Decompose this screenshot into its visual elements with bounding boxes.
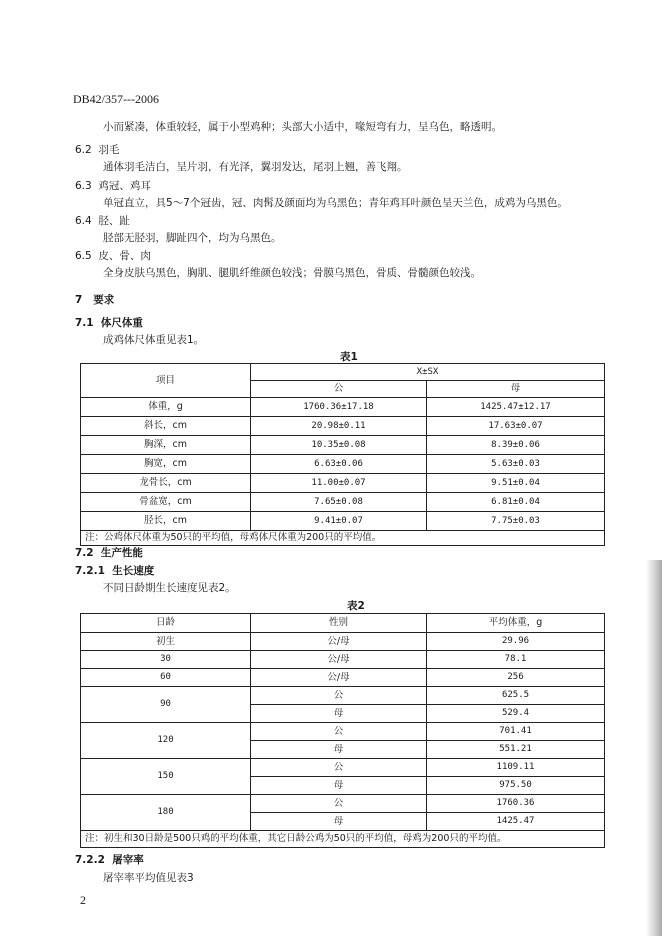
section-title: 体尺体重 bbox=[100, 317, 143, 329]
table2-header-sex: 性别 bbox=[251, 614, 427, 633]
table2-weight-cell: 701.41 bbox=[427, 723, 605, 741]
table2-age-cell: 180 bbox=[81, 795, 251, 831]
table1-male-cell: 7.65±0.08 bbox=[251, 493, 427, 512]
table2-sex-cell: 公/母 bbox=[251, 633, 427, 651]
table2-weight-cell: 529.4 bbox=[427, 705, 605, 723]
table-row bbox=[81, 512, 605, 531]
table-row bbox=[81, 651, 605, 669]
table-row bbox=[81, 669, 605, 687]
section-title: 生长速度 bbox=[112, 565, 155, 577]
section-7-2-2-heading bbox=[75, 852, 144, 867]
table1-header-item: 项目 bbox=[81, 364, 251, 398]
table-row bbox=[81, 723, 605, 741]
table-row bbox=[81, 759, 605, 777]
table1-male-cell: 11.00±0.07 bbox=[251, 474, 427, 493]
table1-female-cell: 9.51±0.04 bbox=[427, 474, 605, 493]
table2-age-cell: 150 bbox=[81, 759, 251, 795]
table1-item-cell: 胸宽，cm bbox=[81, 455, 251, 474]
scan-edge-shadow bbox=[646, 560, 662, 936]
table2-weight-cell: 256 bbox=[427, 669, 605, 687]
section-7-2-1-heading bbox=[75, 563, 154, 578]
section-title: 要求 bbox=[93, 294, 115, 306]
section-title: 屠宰率 bbox=[112, 854, 144, 866]
table1-female-cell: 17.63±0.07 bbox=[427, 417, 605, 436]
table1 bbox=[80, 363, 605, 546]
section-number: 7 bbox=[75, 294, 83, 306]
table1-item-cell: 胫长，cm bbox=[81, 512, 251, 531]
section-7-2-1-body: 不同日龄期生长速度见表2。 bbox=[103, 582, 236, 594]
table-row bbox=[81, 493, 605, 512]
table1-male-cell: 9.41±0.07 bbox=[251, 512, 427, 531]
table1-header-group: X±SX bbox=[251, 364, 605, 381]
section-number: 7.1 bbox=[75, 317, 94, 329]
table2-weight-cell: 1760.36 bbox=[427, 795, 605, 813]
doc-id: DB42/357---2006 bbox=[73, 92, 159, 106]
table1-female-cell: 5.63±0.03 bbox=[427, 455, 605, 474]
table2-sex-cell: 公 bbox=[251, 723, 427, 741]
section-6-2-body: 通体羽毛洁白，呈片羽，有光泽，翼羽发达，尾羽上翘，善飞翔。 bbox=[103, 161, 408, 173]
table-row bbox=[81, 795, 605, 813]
table2-weight-cell: 29.96 bbox=[427, 633, 605, 651]
table-row bbox=[81, 417, 605, 436]
section-6-3-body: 单冠直立，具5～7个冠齿，冠、肉髯及颜面均为乌黑色；青年鸡耳叶颜色呈天兰色，成鸡为乌黑色。 bbox=[103, 197, 568, 209]
section-number: 6.4 bbox=[75, 215, 92, 227]
section-number: 7.2.2 bbox=[75, 854, 105, 866]
table1-male-cell: 10.35±0.08 bbox=[251, 436, 427, 455]
table1-item-cell: 骨盆宽，cm bbox=[81, 493, 251, 512]
table1-caption: 表1 bbox=[340, 351, 358, 363]
table2-age-cell: 30 bbox=[81, 651, 251, 669]
table2-age-cell: 90 bbox=[81, 687, 251, 723]
table-row bbox=[81, 436, 605, 455]
section-6-5-body: 全身皮肤乌黑色，胸肌、腿肌纤维颜色较浅；骨膜乌黑色，骨质、骨髓颜色较浅。 bbox=[103, 267, 481, 279]
table2-sex-cell: 公 bbox=[251, 759, 427, 777]
section-title: 羽毛 bbox=[98, 144, 120, 156]
table-row bbox=[81, 455, 605, 474]
section-6-3-heading bbox=[75, 178, 151, 193]
table1-male-cell: 1760.36±17.18 bbox=[251, 398, 427, 417]
section-7-1-body: 成鸡体尺体重见表1。 bbox=[103, 334, 205, 346]
table2-weight-cell: 78.1 bbox=[427, 651, 605, 669]
section-title: 生产性能 bbox=[100, 547, 143, 559]
table2-weight-cell: 551.21 bbox=[427, 741, 605, 759]
table2-sex-cell: 母 bbox=[251, 741, 427, 759]
table1-item-cell: 龙骨长，cm bbox=[81, 474, 251, 493]
table2-age-cell: 60 bbox=[81, 669, 251, 687]
section-7-2-heading bbox=[75, 545, 143, 560]
table2-sex-cell: 母 bbox=[251, 705, 427, 723]
table1-note: 注：公鸡体尺体重为50只的平均值，母鸡体尺体重为200只的平均值。 bbox=[81, 531, 605, 546]
table1-item-cell: 胸深，cm bbox=[81, 436, 251, 455]
table2-weight-cell: 1109.11 bbox=[427, 759, 605, 777]
table1-item-cell: 斜长，cm bbox=[81, 417, 251, 436]
table2-sex-cell: 公 bbox=[251, 795, 427, 813]
table1-female-cell: 8.39±0.06 bbox=[427, 436, 605, 455]
section-number: 7.2.1 bbox=[75, 565, 105, 577]
table-row bbox=[81, 687, 605, 705]
table1-female-cell: 1425.47±12.17 bbox=[427, 398, 605, 417]
section-number: 6.3 bbox=[75, 180, 92, 192]
section-title: 鸡冠、鸡耳 bbox=[98, 180, 151, 192]
section-title: 皮、骨、肉 bbox=[98, 250, 151, 262]
section-7-heading bbox=[75, 292, 114, 307]
table2-sex-cell: 公/母 bbox=[251, 669, 427, 687]
table1-female-cell: 7.75±0.03 bbox=[427, 512, 605, 531]
table2-weight-cell: 975.50 bbox=[427, 777, 605, 795]
section-7-2-2-body: 屠宰率平均值见表3 bbox=[103, 872, 194, 884]
table1-male-cell: 6.63±0.06 bbox=[251, 455, 427, 474]
table2-caption: 表2 bbox=[347, 600, 365, 612]
table-row bbox=[81, 398, 605, 417]
table2-sex-cell: 母 bbox=[251, 813, 427, 831]
table1-item-cell: 体重，g bbox=[81, 398, 251, 417]
section-number: 6.5 bbox=[75, 250, 92, 262]
section-6-4-body: 胫部无胫羽，脚趾四个，均为乌黑色。 bbox=[103, 232, 282, 244]
table1-female-cell: 6.81±0.04 bbox=[427, 493, 605, 512]
table2-weight-cell: 625.5 bbox=[427, 687, 605, 705]
table2-weight-cell: 1425.47 bbox=[427, 813, 605, 831]
section-title: 胫、趾 bbox=[98, 215, 130, 227]
table2-age-cell: 初生 bbox=[81, 633, 251, 651]
table2-header-weight: 平均体重，g bbox=[427, 614, 605, 633]
table-row bbox=[81, 474, 605, 493]
table2-sex-cell: 公 bbox=[251, 687, 427, 705]
section-7-1-heading bbox=[75, 315, 143, 330]
table1-male-cell: 20.98±0.11 bbox=[251, 417, 427, 436]
page-number: 2 bbox=[80, 893, 86, 907]
section-number: 7.2 bbox=[75, 547, 94, 559]
table-row bbox=[81, 633, 605, 651]
table1-header-male: 公 bbox=[251, 381, 427, 398]
table2-sex-cell: 母 bbox=[251, 777, 427, 795]
section-6-5-heading bbox=[75, 248, 151, 263]
section-6-2-heading bbox=[75, 142, 119, 157]
intro-line: 小而紧凑，体重较轻，属于小型鸡种；头部大小适中，喙短弯有力，呈乌色，略透明。 bbox=[103, 121, 502, 133]
section-6-4-heading bbox=[75, 213, 130, 228]
table2-header-age: 日龄 bbox=[81, 614, 251, 633]
table2 bbox=[80, 613, 605, 848]
table2-age-cell: 120 bbox=[81, 723, 251, 759]
table2-note: 注：初生和30日龄是500只鸡的平均体重，其它日龄公鸡为50只的平均值，母鸡为200只的平均值。 bbox=[81, 831, 605, 848]
table1-header-female: 母 bbox=[427, 381, 605, 398]
section-number: 6.2 bbox=[75, 144, 92, 156]
table2-sex-cell: 公/母 bbox=[251, 651, 427, 669]
